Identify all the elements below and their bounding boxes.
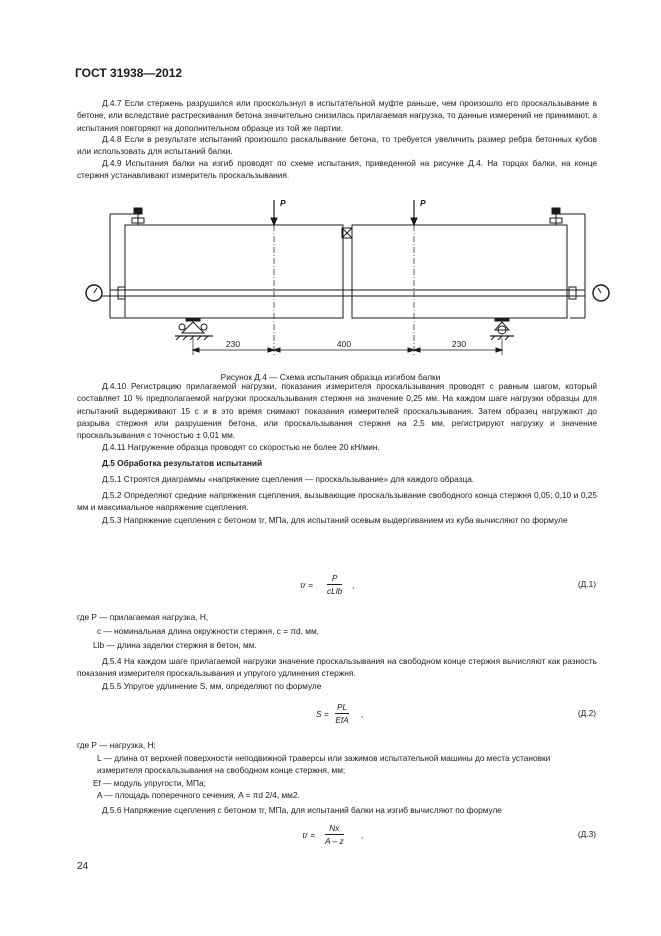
- equation-d2: [0, 702, 661, 730]
- equation-d3-lhs: τr =: [302, 830, 316, 840]
- paragraph-d411: Д.4.11 Нагружение образца проводят со скоростью не более 20 кН/мин.: [102, 442, 380, 452]
- equation-d3-numerator: Nx: [325, 823, 344, 835]
- definition-l: L — длина от верхней поверхности неподвижной траверсы или зажимов испытательной машины до места установки измерителя проскальзывания на свободном конце стержня, мм;: [97, 753, 551, 776]
- equation-d2-tail: ,: [361, 709, 364, 719]
- equation-d1-lhs: τr =: [300, 580, 314, 590]
- equation-d1-tail: ,: [352, 580, 355, 590]
- equation-d1-numerator: P: [327, 573, 342, 585]
- definition-ef: Ef — модуль упругости, МПа;: [93, 778, 206, 788]
- paragraph-d410: Д.4.10 Регистрацию прилагаемой нагрузки, показания измерителя проскальзывания проводят с равным шагом, который составляет 10 % предполагаемой нагрузки проскальзывания стержня на значение 0,25 мм. На каждом шаге нагрузки образцы для испытаний выдерживают 15 с и в это время снимают показания измерителей проскальзывания. Затем образец нагружают до разрыва стержня или разрушения бетона, или проскальзывания стержня на 2,5 мм, регистрируют нагрузку и значение проскальзывания с точностью ± 0,01 мм.: [77, 381, 597, 441]
- definition-c: c — номинальная длина окружности стержня, c = πd, мм,: [97, 626, 319, 636]
- dimension-left: 230: [225, 339, 241, 349]
- paragraph-d47: Д.4.7 Если стержень разрушился или проскользнул в испытательной муфте раньше, чем произошло его проскальзывание в бетоне, или вследствие растрескивания бетона значительно снизилась прилагаемая нагрузка, то данные измерений не принимают, а испытания повторяют на дополнительном образце из той же партии.: [77, 98, 597, 133]
- paragraph-d52: Д.5.2 Определяют средние напряжения сцепления, вызывающие проскальзывание свободного конца стержня 0,05; 0,10 и 0,25 мм и максимальное напряжение сцепления.: [77, 490, 597, 513]
- equation-d3-tail: ,: [361, 830, 364, 840]
- beam-left: [125, 225, 343, 318]
- dimension-middle: 400: [336, 339, 352, 349]
- figure-caption: Рисунок Д.4 — Схема испытания образца изгибом балки: [220, 372, 441, 382]
- test-scheme-figure: [0, 0, 661, 400]
- document-header: ГОСТ 31938—2012: [75, 66, 183, 80]
- equation-d1: [0, 573, 661, 601]
- equation-d1-number: (Д.1): [577, 579, 596, 589]
- definition-a: A — площадь поперечного сечения, A = πd 2/4, мм2.: [97, 790, 300, 800]
- equation-d2-fraction: [335, 702, 349, 725]
- definition-p2: где P — нагрузка, Н;: [77, 740, 156, 750]
- equation-d2-lhs: S =: [316, 709, 329, 719]
- definition-llb: Llb — длина заделки стержня в бетон, мм.: [93, 640, 257, 650]
- equation-d3-number: (Д.3): [577, 829, 596, 839]
- load-label-left: P: [280, 198, 286, 208]
- paragraph-d51: Д.5.1 Строятся диаграммы «напряжение сцепления — проскальзывание» для каждого образца.: [102, 474, 475, 484]
- equation-d3-denominator: A – z: [325, 836, 344, 846]
- page-number: 24: [77, 861, 89, 872]
- equation-d3: [0, 823, 661, 851]
- section-heading-d5: Д.5 Обработка результатов испытаний: [102, 458, 263, 468]
- paragraph-d54: Д.5.4 На каждом шаге прилагаемой нагрузки значение проскальзывания на свободном конце стержня вычисляют как разность показания измерителя проскальзывания и упругого удлинения стержня.: [77, 656, 597, 679]
- paragraph-d55: Д.5.5 Упругое удлинение S, мм, определяют по формуле: [102, 681, 322, 691]
- equation-d2-number: (Д.2): [577, 708, 596, 718]
- equation-d2-numerator: PL: [337, 702, 348, 712]
- paragraph-d56: Д.5.6 Напряжение сцепления с бетоном τr, МПа, для испытаний балки на изгиб вычисляют по формуле: [102, 805, 502, 815]
- beam-right: [352, 225, 567, 318]
- paragraph-d49: Д.4.9 Испытания балки на изгиб проводят по схеме испытания, приведенной на рисунке Д.4. На торцах балки, на конце стержня устанавливают измеритель проскальзывания.: [77, 158, 597, 181]
- equation-d2-denominator: EfA: [335, 715, 349, 725]
- definition-p: где P — прилагаемая нагрузка, Н,: [77, 612, 209, 622]
- equation-d1-fraction: [327, 573, 342, 596]
- load-label-right: P: [420, 198, 426, 208]
- dimension-right: 230: [451, 339, 467, 349]
- paragraph-d53: Д.5.3 Напряжение сцепления с бетоном τr, МПа, для испытаний осевым выдергиванием из куба вычисляют по формуле: [102, 515, 568, 525]
- equation-d1-denominator: cLlb: [327, 586, 343, 596]
- equation-d3-fraction: [325, 823, 344, 846]
- paragraph-d48: Д.4.8 Если в результате испытаний произошло раскалывание бетона, то требуется увеличить размер ребра бетонных кубов или использовать для испытаний балки.: [77, 134, 597, 157]
